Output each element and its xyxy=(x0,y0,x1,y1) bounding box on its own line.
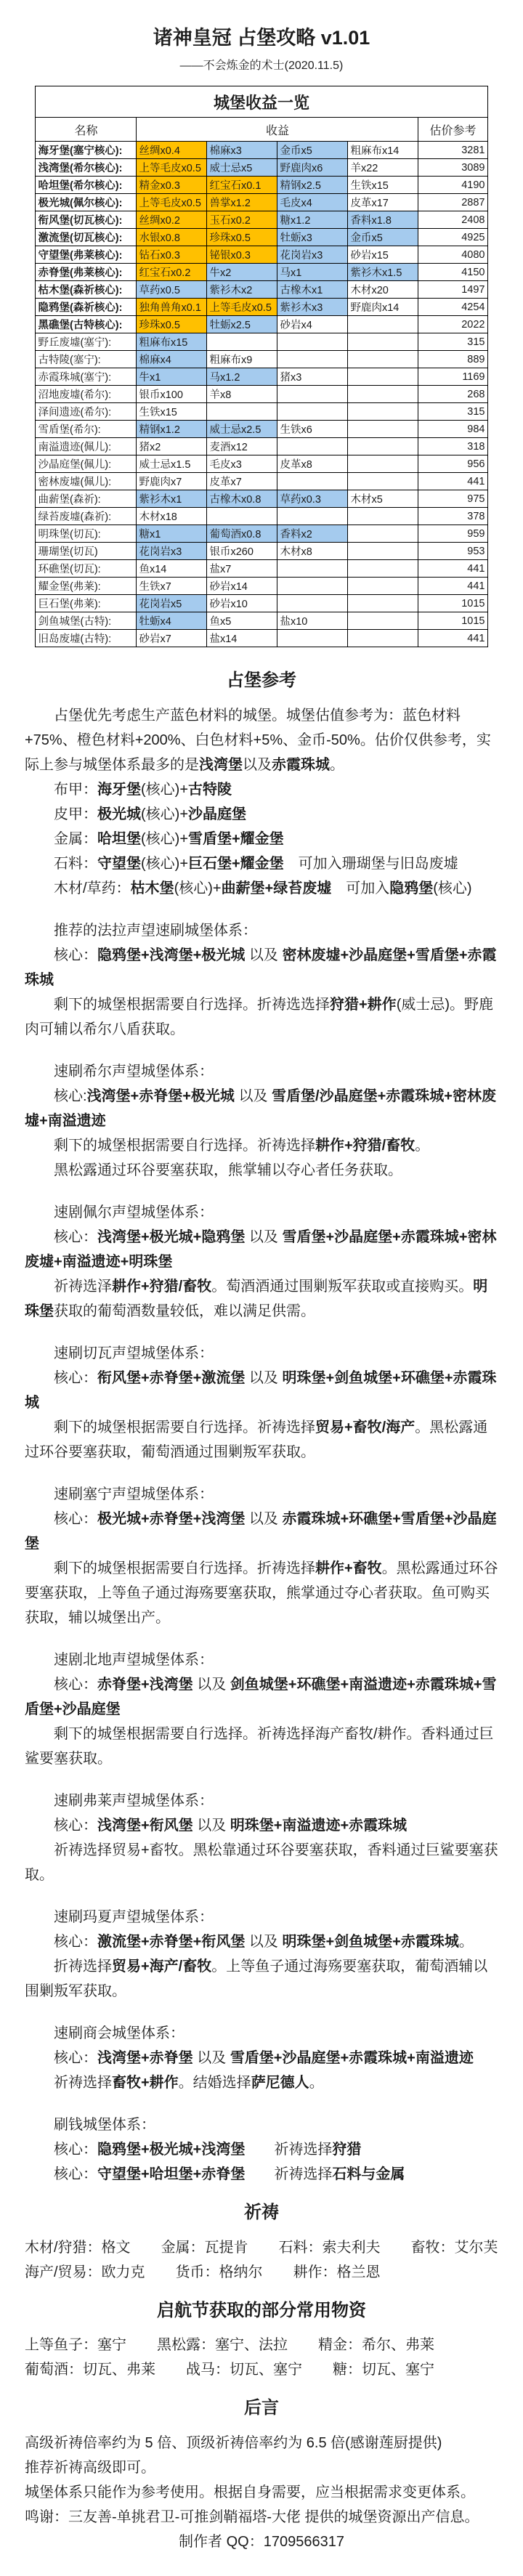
revenue-cell xyxy=(277,403,348,421)
revenue-cell: 牡蛎x4 xyxy=(137,612,207,630)
estimate-cell: 3281 xyxy=(418,142,487,159)
revenue-cell xyxy=(348,630,418,647)
spacer xyxy=(25,1887,498,1905)
revenue-cell: 木材x8 xyxy=(277,543,348,560)
paragraph: 核心：赤脊堡+浅湾堡 以及 剑鱼城堡+环礁堡+南溢遗迹+赤霞珠城+雪盾堡+沙晶庭堡 xyxy=(25,1676,497,1717)
paragraph: 祈祷选泽耕作+狩猎/畜牧。萄酒酒通过围剿叛军获取或直接购买。明珠堡获取的葡萄酒数量较低，难以满足供需。 xyxy=(25,1278,488,1319)
revenue-cell: 生铁x15 xyxy=(137,403,207,421)
paragraph: 推荐祈祷高级即可。 xyxy=(25,2460,155,2476)
revenue-cell: 花岗岩x5 xyxy=(137,595,207,612)
paragraph: 速刷塞宁声望城堡体系： xyxy=(54,1486,214,1502)
revenue-cell xyxy=(348,525,418,543)
table-row xyxy=(36,316,487,333)
spacer xyxy=(25,901,498,918)
castle-name-cell: 激流堡(切瓦核心): xyxy=(36,229,137,246)
castle-name-cell: 密林废墟(佩儿): xyxy=(36,473,137,490)
revenue-cell: 威士忌x1.5 xyxy=(137,455,207,473)
page-subtitle: ——不会炼金的术士(2020.11.5) xyxy=(179,60,344,72)
col-item: 葡萄酒：切瓦、弗莱 xyxy=(25,2362,155,2378)
revenue-cell: 盐x7 xyxy=(207,560,277,578)
revenue-cell: 野鹿肉x14 xyxy=(348,299,418,316)
castle-name-cell: 野丘废墟(塞宁): xyxy=(36,333,137,351)
col-item: 畜牧：艾尔芙 xyxy=(410,2239,498,2256)
revenue-cell: 砂岩x14 xyxy=(207,578,277,595)
revenue-cell: 上等毛皮x0.5 xyxy=(137,159,207,177)
col-item: 木材/狩猎：格文 xyxy=(25,2239,131,2256)
estimate-cell: 889 xyxy=(418,351,487,368)
revenue-cell xyxy=(348,403,418,421)
col-item: 上等鱼子：塞宁 xyxy=(25,2337,126,2354)
revenue-cell: 牛x1 xyxy=(137,368,207,386)
table-row xyxy=(36,455,487,473)
revenue-cell: 紫衫木x1.5 xyxy=(348,264,418,281)
revenue-cell: 鱼x5 xyxy=(207,612,277,630)
castle-name-cell: 南溢遗迹(佩儿): xyxy=(36,438,137,455)
estimate-cell: 378 xyxy=(418,508,487,525)
castle-name-cell: 赤脊堡(弗莱核心): xyxy=(36,264,137,281)
castle-name-cell: 黑礁堡(古特核心): xyxy=(36,316,137,333)
revenue-cell: 古橡木x1 xyxy=(277,281,348,299)
castle-name-cell: 旧岛废墟(古特): xyxy=(36,630,137,647)
paragraph: 剩下的城堡根据需要自行选择。折祷选择耕作+畜牧。黑松露通过环谷要塞获取，上等鱼子通过海殇要塞获取，熊掌通过夺心者获取。鱼可购买获取，辅以城堡出产。 xyxy=(25,1560,498,1626)
table-row xyxy=(36,403,487,421)
estimate-cell: 4190 xyxy=(418,177,487,194)
revenue-cell: 皮革x7 xyxy=(207,473,277,490)
revenue-cell xyxy=(348,595,418,612)
spacer xyxy=(25,2095,498,2113)
spacer xyxy=(25,2004,498,2021)
table-row xyxy=(36,386,487,403)
paragraph: 祈祷选择贸易+畜牧。黑松靠通过环谷要塞获取，香料通过巨鲨要塞获取。 xyxy=(25,1842,498,1883)
table-row xyxy=(36,194,487,211)
paragraph: 推荐的法拉声望速刷城堡体系： xyxy=(54,922,257,939)
table-row xyxy=(36,612,487,630)
col-item: 货币：格纳尔 xyxy=(175,2264,263,2280)
estimate-cell: 3089 xyxy=(418,159,487,177)
col-item: 黑松露：塞宁、法拉 xyxy=(157,2337,288,2354)
estimate-cell: 953 xyxy=(418,543,487,560)
revenue-cell xyxy=(348,508,418,525)
cols-row xyxy=(25,2235,498,2260)
section-heading: 后言 xyxy=(244,2398,279,2418)
revenue-cell: 皮革x17 xyxy=(348,194,418,211)
table-row xyxy=(36,421,487,438)
paragraph: 金属：哈坦堡(核心)+雪盾堡+耀金堡 xyxy=(54,830,284,847)
revenue-cell: 羊x22 xyxy=(348,159,418,177)
revenue-cell: 兽掌x1.2 xyxy=(207,194,277,211)
castle-name-cell: 耀金堡(弗莱): xyxy=(36,578,137,595)
revenue-cell: 威士忌x2.5 xyxy=(207,421,277,438)
revenue-cell: 生铁x6 xyxy=(277,421,348,438)
paragraph: 皮甲：极光城(核心)+沙晶庭堡 xyxy=(54,806,246,822)
revenue-cell: 麦酒x12 xyxy=(207,438,277,455)
paragraph: 剩下的城堡根据需要自行选择。折祷选选择狩猎+耕作(威士忌)。野鹿肉可辅以希尔八盾获取。 xyxy=(25,996,494,1037)
table-row xyxy=(36,508,487,525)
section-heading: 占堡参考 xyxy=(227,671,296,690)
paragraph: 速刷商会城堡体系： xyxy=(54,2025,185,2041)
table-title: 城堡收益一览 xyxy=(36,86,487,118)
revenue-cell xyxy=(348,438,418,455)
table-row xyxy=(36,159,487,177)
paragraph: 刷钱城堡体系： xyxy=(54,2116,155,2133)
paragraph: 剩下的城堡根据需要自行选择。祈祷选择海产畜牧/耕作。香料通过巨鲨要塞获取。 xyxy=(25,1725,494,1767)
paragraph: 核心：激流堡+赤脊堡+衔风堡 以及 明珠堡+剑鱼城堡+赤霞珠城。 xyxy=(54,1933,474,1950)
cols-row xyxy=(25,2260,498,2285)
revenue-cell: 生铁x7 xyxy=(137,578,207,595)
revenue-cell: 盐x14 xyxy=(207,630,277,647)
revenue-cell: 银币x260 xyxy=(207,543,277,560)
table-row xyxy=(36,211,487,229)
spacer xyxy=(25,1324,498,1341)
revenue-cell: 牡蛎x2.5 xyxy=(207,316,277,333)
castle-name-cell: 守望堡(弗莱核心): xyxy=(36,246,137,264)
table-row xyxy=(36,595,487,612)
castle-name-cell: 巨石堡(弗莱): xyxy=(36,595,137,612)
revenue-cell: 丝绸x0.2 xyxy=(137,211,207,229)
paragraph: 高级祈祷倍率约为 5 倍、顶级祈祷倍率约为 6.5 倍(感谢莲厨提供) xyxy=(25,2435,442,2452)
paragraph: 速剧佩尔声望城堡体系： xyxy=(54,1204,214,1220)
table-row xyxy=(36,368,487,386)
castle-name-cell: 哈坦堡(希尔核心): xyxy=(36,177,137,194)
estimate-cell: 441 xyxy=(418,560,487,578)
spacer xyxy=(25,1042,498,1059)
estimate-cell: 1497 xyxy=(418,281,487,299)
revenue-cell: 牡蛎x3 xyxy=(277,229,348,246)
revenue-cell xyxy=(348,368,418,386)
estimate-cell: 4080 xyxy=(418,246,487,264)
castle-revenue-table xyxy=(35,86,487,647)
table-row xyxy=(36,438,487,455)
castle-name-cell: 剑鱼城堡(古特): xyxy=(36,612,137,630)
estimate-cell: 318 xyxy=(418,438,487,455)
revenue-cell: 粗麻布x9 xyxy=(207,351,277,368)
revenue-cell xyxy=(277,386,348,403)
estimate-cell: 4254 xyxy=(418,299,487,316)
castle-name-cell: 枯木堡(森祈核心): xyxy=(36,281,137,299)
castle-name-cell: 珊瑚堡(切瓦) xyxy=(36,543,137,560)
castle-name-cell: 极光城(佩尔核心): xyxy=(36,194,137,211)
paragraph: 速刷弗莱声望城堡体系： xyxy=(54,1792,214,1809)
estimate-cell: 984 xyxy=(418,421,487,438)
col-item: 糖：切瓦、塞宁 xyxy=(333,2362,434,2378)
revenue-cell: 猪x2 xyxy=(137,438,207,455)
paragraph: 制作者 QQ：1709566317 xyxy=(179,2534,344,2551)
paragraph: 木材/草药：枯木堡(核心)+曲薪堡+绿苔废墟 可加入隐鸦堡(核心) xyxy=(54,880,472,896)
revenue-cell: 木材x5 xyxy=(348,490,418,508)
revenue-cell xyxy=(277,438,348,455)
revenue-cell: 精钢x2.5 xyxy=(277,177,348,194)
paragraph: 石料：守望堡(核心)+巨石堡+耀金堡 可加入珊瑚堡与旧岛废墟 xyxy=(54,855,458,872)
revenue-cell: 木材x20 xyxy=(348,281,418,299)
revenue-cell xyxy=(207,403,277,421)
castle-name-cell: 古特陵(塞宁): xyxy=(36,351,137,368)
revenue-cell xyxy=(277,333,348,351)
castle-name-cell: 绿苔废墟(森祈): xyxy=(36,508,137,525)
revenue-cell: 糖x1 xyxy=(137,525,207,543)
table-row xyxy=(36,281,487,299)
table-header-row xyxy=(36,118,487,142)
revenue-cell: 草药x0.5 xyxy=(137,281,207,299)
paragraph: 折祷选择贸易+海产/畜牧。上等鱼子通过海殇要塞获取，葡萄酒辅以围剿叛军获取。 xyxy=(25,1958,488,1999)
castle-name-cell: 沼地废墟(希尔): xyxy=(36,386,137,403)
revenue-cell: 马x1.2 xyxy=(207,368,277,386)
revenue-cell: 糖x1.2 xyxy=(277,211,348,229)
paragraph: 布甲：海牙堡(核心)+古特陵 xyxy=(54,781,232,798)
castle-name-cell: 雪盾堡(希尔): xyxy=(36,421,137,438)
estimate-cell: 441 xyxy=(418,630,487,647)
estimate-cell: 315 xyxy=(418,403,487,421)
castle-name-cell: 衔风堡(切瓦核心): xyxy=(36,211,137,229)
revenue-cell: 古橡木x0.8 xyxy=(207,490,277,508)
col-header-name: 名称 xyxy=(36,118,137,142)
paragraph: 核心：浅湾堡+衔风堡 以及 明珠堡+南溢遗迹+赤霞珠城 xyxy=(54,1817,408,1834)
spacer xyxy=(25,1630,498,1648)
paragraph: 城堡体系只能作为参考使用。根据自身需要，应当根据需求变更体系。 xyxy=(25,2484,475,2501)
castle-name-cell: 泽间遗迹(希尔): xyxy=(36,403,137,421)
revenue-cell: 砂岩x15 xyxy=(348,246,418,264)
castle-name-cell: 赤霞珠城(塞宁): xyxy=(36,368,137,386)
revenue-cell xyxy=(348,473,418,490)
col-header-revenue: 收益 xyxy=(137,118,418,142)
revenue-cell: 皮革x8 xyxy=(277,455,348,473)
revenue-cell: 棉麻x4 xyxy=(137,351,207,368)
revenue-cell: 木材x18 xyxy=(137,508,207,525)
castle-name-cell: 曲薪堡(森祈): xyxy=(36,490,137,508)
revenue-cell xyxy=(277,351,348,368)
table-row xyxy=(36,177,487,194)
section-heading: 启航节获取的部分常用物资 xyxy=(157,2300,366,2320)
estimate-cell: 975 xyxy=(418,490,487,508)
revenue-cell: 粗麻布x14 xyxy=(348,142,418,159)
col-item: 耕作：格兰恩 xyxy=(293,2264,381,2280)
table-row xyxy=(36,299,487,316)
table-row xyxy=(36,578,487,595)
revenue-cell: 金币x5 xyxy=(277,142,348,159)
revenue-cell xyxy=(348,386,418,403)
table-row xyxy=(36,246,487,264)
table-row xyxy=(36,333,487,351)
revenue-cell xyxy=(348,421,418,438)
revenue-cell xyxy=(348,578,418,595)
estimate-cell: 1015 xyxy=(418,595,487,612)
table-row xyxy=(36,630,487,647)
revenue-cell xyxy=(348,543,418,560)
paragraph: 核心：浅湾堡+赤脊堡 以及 雪盾堡+沙晶庭堡+赤霞珠城+南溢遗迹 xyxy=(54,2049,474,2066)
paragraph: 剩下的城堡根据需要自行选择。祈祷选择耕作+狩猎/畜牧。 xyxy=(54,1137,430,1154)
revenue-cell: 猪x3 xyxy=(277,368,348,386)
table-row xyxy=(36,490,487,508)
estimate-cell: 4150 xyxy=(418,264,487,281)
revenue-cell: 粗麻布x15 xyxy=(137,333,207,351)
spacer xyxy=(25,1771,498,1789)
revenue-cell xyxy=(207,508,277,525)
revenue-cell: 砂岩x10 xyxy=(207,595,277,612)
revenue-cell: 红宝石x0.2 xyxy=(137,264,207,281)
revenue-cell: 珍珠x0.5 xyxy=(137,316,207,333)
castle-name-cell: 环礁堡(切瓦): xyxy=(36,560,137,578)
castle-name-cell: 明珠堡(切瓦): xyxy=(36,525,137,543)
revenue-cell: 银币x100 xyxy=(137,386,207,403)
estimate-cell: 2887 xyxy=(418,194,487,211)
paragraph: 黑松露通过环谷要塞获取，熊掌辅以夺心者任务获取。 xyxy=(54,1162,402,1178)
document-body xyxy=(0,647,523,2576)
estimate-cell: 1169 xyxy=(418,368,487,386)
estimate-cell: 959 xyxy=(418,525,487,543)
revenue-cell xyxy=(348,612,418,630)
table-row xyxy=(36,142,487,159)
paragraph: 剩下的城堡根据需要自行选择。祈祷选择贸易+畜牧/海产。黑松露通过环谷要塞获取，葡萄酒通过围剿叛军获取。 xyxy=(25,1419,488,1460)
estimate-cell: 956 xyxy=(418,455,487,473)
revenue-cell: 精钢x1.2 xyxy=(137,421,207,438)
revenue-cell xyxy=(207,333,277,351)
revenue-cell: 毛皮x3 xyxy=(207,455,277,473)
revenue-cell: 草药x0.3 xyxy=(277,490,348,508)
revenue-cell xyxy=(277,560,348,578)
revenue-cell xyxy=(348,455,418,473)
col-item: 精金：希尔、弗莱 xyxy=(318,2337,434,2354)
cols-row xyxy=(25,2333,498,2357)
revenue-cell: 砂岩x7 xyxy=(137,630,207,647)
table-row xyxy=(36,560,487,578)
paragraph: 核心：浅湾堡+极光城+隐鸦堡 以及 雪盾堡+沙晶庭堡+赤霞珠城+密林废墟+南溢遗迹+明珠堡 xyxy=(25,1228,497,1270)
spacer xyxy=(25,1183,498,1200)
table-row xyxy=(36,229,487,246)
revenue-cell xyxy=(348,316,418,333)
col-item: 海产/贸易：欧力克 xyxy=(25,2264,145,2280)
revenue-cell: 独角兽角x0.1 xyxy=(137,299,207,316)
revenue-cell xyxy=(277,595,348,612)
col-item: 金属：瓦提肯 xyxy=(161,2239,248,2256)
revenue-cell: 鱼x14 xyxy=(137,560,207,578)
col-header-estimate: 估价参考 xyxy=(418,118,487,142)
paragraph: 核心：隐鸦堡+极光城+浅湾堡 祈祷选择狩猎 xyxy=(54,2141,362,2158)
estimate-cell: 268 xyxy=(418,386,487,403)
revenue-cell: 羊x8 xyxy=(207,386,277,403)
paragraph: 核心：极光城+赤脊堡+浅湾堡 以及 赤霞珠城+环礁堡+雪盾堡+沙晶庭堡 xyxy=(25,1510,497,1552)
estimate-cell: 2022 xyxy=(418,316,487,333)
estimate-cell: 2408 xyxy=(418,211,487,229)
paragraph: 速刷切瓦声望城堡体系： xyxy=(54,1345,214,1361)
revenue-cell: 马x1 xyxy=(277,264,348,281)
revenue-cell xyxy=(277,630,348,647)
cols-row xyxy=(25,2357,498,2382)
estimate-cell: 441 xyxy=(418,473,487,490)
estimate-cell: 315 xyxy=(418,333,487,351)
castle-name-cell: 隐鸦堡(森祈核心): xyxy=(36,299,137,316)
revenue-cell xyxy=(277,508,348,525)
estimate-cell: 1015 xyxy=(418,612,487,630)
revenue-cell: 紫衫木x3 xyxy=(277,299,348,316)
paragraph: 核心:浅湾堡+赤脊堡+极光城 以及 雪盾堡/沙晶庭堡+赤霞珠城+密林废墟+南溢遗迹 xyxy=(25,1087,496,1129)
castle-name-cell: 沙晶庭堡(佩儿): xyxy=(36,455,137,473)
estimate-cell: 441 xyxy=(418,578,487,595)
revenue-cell: 野鹿肉x6 xyxy=(277,159,348,177)
table-row xyxy=(36,543,487,560)
revenue-cell: 金币x5 xyxy=(348,229,418,246)
revenue-cell: 红宝石x0.1 xyxy=(207,177,277,194)
table-row xyxy=(36,264,487,281)
paragraph: 速刷希尔声望城堡体系： xyxy=(54,1063,214,1080)
revenue-cell xyxy=(348,560,418,578)
revenue-cell: 毛皮x4 xyxy=(277,194,348,211)
table-row xyxy=(36,525,487,543)
revenue-cell: 牛x2 xyxy=(207,264,277,281)
revenue-cell xyxy=(348,351,418,368)
spacer xyxy=(25,1465,498,1482)
paragraph: 核心：隐鸦堡+浅湾堡+极光城 以及 密林废墟+沙晶庭堡+雪盾堡+赤霞珠城 xyxy=(25,947,497,988)
paragraph: 速刷玛夏声望城堡体系： xyxy=(54,1908,214,1925)
revenue-cell: 玉石x0.2 xyxy=(207,211,277,229)
estimate-cell: 4925 xyxy=(418,229,487,246)
revenue-cell: 精金x0.3 xyxy=(137,177,207,194)
revenue-cell: 钻石x0.3 xyxy=(137,246,207,264)
revenue-cell: 上等毛皮x0.5 xyxy=(207,299,277,316)
revenue-cell xyxy=(277,473,348,490)
col-item: 战马：切瓦、塞宁 xyxy=(186,2362,302,2378)
revenue-cell: 紫衫木x1 xyxy=(137,490,207,508)
revenue-cell: 水银x0.8 xyxy=(137,229,207,246)
section-heading: 祈祷 xyxy=(244,2202,279,2222)
revenue-cell: 威士忌x5 xyxy=(207,159,277,177)
revenue-cell: 生铁x15 xyxy=(348,177,418,194)
castle-name-cell: 浅湾堡(希尔核心): xyxy=(36,159,137,177)
table-row xyxy=(36,473,487,490)
paragraph: 速剧北地声望城堡体系： xyxy=(54,1651,214,1668)
revenue-cell: 珍珠x0.5 xyxy=(207,229,277,246)
revenue-cell: 花岗岩x3 xyxy=(137,543,207,560)
revenue-cell: 铋银x0.3 xyxy=(207,246,277,264)
revenue-cell: 花岗岩x3 xyxy=(277,246,348,264)
table-row xyxy=(36,351,487,368)
col-item: 石料：索夫利夫 xyxy=(278,2239,381,2256)
revenue-cell: 丝绸x0.4 xyxy=(137,142,207,159)
paragraph: 鸣谢：三友善-单挑君卫-可推剑鞘福塔-大佬 提供的城堡资源出产信息。 xyxy=(25,2509,479,2526)
revenue-cell: 盐x10 xyxy=(277,612,348,630)
revenue-cell xyxy=(277,578,348,595)
table-title-row xyxy=(36,86,487,118)
page-title: 诸神皇冠 占堡攻略 v1.01 xyxy=(153,27,370,49)
paragraph: 占堡优先考虑生产蓝色材料的城堡。城堡估值参考为：蓝色材料+75%、橙色材料+200%、白色材料+5%、金币-50%。估价仅供参考，实际上参与城堡体系最多的是浅湾堡以及赤霞珠城。 xyxy=(25,707,491,773)
revenue-cell: 上等毛皮x0.5 xyxy=(137,194,207,211)
revenue-cell: 葡萄酒x0.8 xyxy=(207,525,277,543)
revenue-cell: 棉麻x3 xyxy=(207,142,277,159)
paragraph: 核心：衔风堡+赤脊堡+激流堡 以及 明珠堡+剑鱼城堡+环礁堡+赤霞珠城 xyxy=(25,1369,497,1411)
table-body xyxy=(36,142,487,647)
revenue-cell: 香料x2 xyxy=(277,525,348,543)
revenue-cell: 香料x1.8 xyxy=(348,211,418,229)
castle-name-cell: 海牙堡(塞宁核心): xyxy=(36,142,137,159)
revenue-cell: 砂岩x4 xyxy=(277,316,348,333)
revenue-cell: 野鹿肉x7 xyxy=(137,473,207,490)
revenue-cell: 紫衫木x2 xyxy=(207,281,277,299)
paragraph: 祈祷选择畜牧+耕作。结婚选择萨尼德人。 xyxy=(54,2074,324,2091)
revenue-cell xyxy=(348,333,418,351)
paragraph: 核心：守望堡+哈坦堡+赤脊堡 祈祷选择石料与金属 xyxy=(54,2166,405,2182)
